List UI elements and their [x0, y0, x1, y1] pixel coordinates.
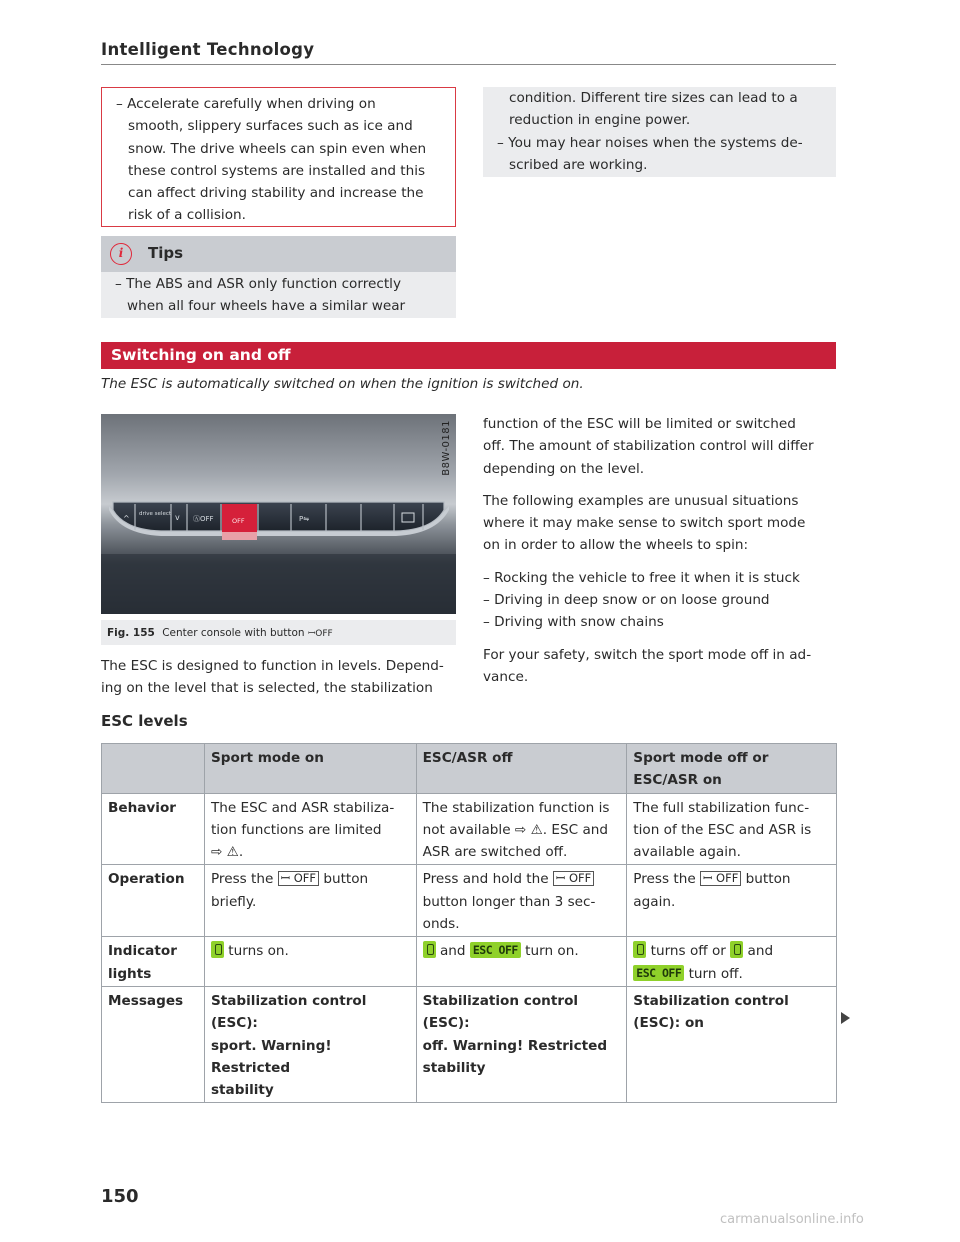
text-line: depending on the level. — [483, 460, 645, 477]
cell-line — [211, 868, 410, 890]
esc-off-key: ꟷ OFF — [278, 871, 319, 886]
table-cell — [416, 986, 627, 1102]
table-cell — [204, 865, 416, 937]
cell-line: not available ⇨ ⚠. ESC and — [422, 821, 609, 838]
cell-line: ASR are switched off. — [422, 844, 568, 861]
cell-line — [633, 940, 830, 962]
center-console-figure — [101, 414, 456, 614]
cell-text: turns off or — [650, 943, 726, 960]
list-item: – Driving with snow chains — [483, 614, 664, 631]
text-line: For your safety, switch the sport mode off in ad- — [483, 646, 812, 663]
warning-line: can affect driving stability and increase the — [128, 185, 424, 202]
cell-line: again. — [633, 893, 676, 910]
cell-line: available again. — [633, 844, 741, 861]
warning-line: smooth, slippery surfaces such as ice and — [128, 118, 413, 135]
table-row — [102, 793, 837, 865]
table-row — [102, 937, 837, 987]
continue-arrow-icon — [841, 1012, 850, 1024]
cell-line — [633, 868, 830, 890]
header-empty — [102, 744, 205, 794]
page-number: 150 — [101, 1186, 139, 1207]
esc-off-indicator-icon: ESC OFF — [470, 942, 521, 958]
warning-line: these control systems are installed and this — [128, 162, 426, 179]
levels-paragraph — [101, 655, 456, 700]
row-label-behavior: Behavior — [102, 793, 205, 865]
cell-line: lights — [108, 965, 152, 982]
chevron-down-icon: v — [175, 513, 180, 522]
table-cell — [204, 793, 416, 865]
cell-line: Stabilization control (ESC): — [210, 992, 367, 1032]
tips-label: Tips — [148, 244, 184, 262]
tips-line: when all four wheels have a similar wear — [127, 298, 406, 315]
cell-text: and — [439, 943, 466, 960]
cell-line: Stabilization control (ESC): — [422, 992, 579, 1032]
cell-line: The full stabilization func- — [633, 799, 810, 816]
cell-line: The stabilization function is — [422, 799, 610, 816]
cell-text: button — [745, 871, 791, 888]
watermark: carmanualsonline.info — [720, 1212, 864, 1227]
esc-indicator-icon — [633, 941, 646, 958]
cell-text: button — [323, 871, 369, 888]
esc-levels-heading: ESC levels — [101, 712, 188, 730]
drive-select-label: drive select — [139, 511, 172, 517]
text-line: The ESC is designed to function in levels. Depend- — [101, 658, 444, 674]
table-row — [102, 986, 837, 1102]
text-line: function of the ESC will be limited or switched — [483, 416, 796, 432]
cell-text: turn on. — [525, 943, 579, 960]
cell-text: Press and hold the — [422, 871, 549, 888]
cell-line: stability — [422, 1059, 486, 1076]
start-stop-off-label: ⒶOFF — [193, 515, 214, 523]
esc-off-label: OFF — [232, 517, 245, 525]
esc-levels-table — [101, 743, 837, 1103]
cell-line: The ESC and ASR stabiliza- — [210, 799, 395, 816]
tips-continued — [483, 87, 836, 177]
table-header-row — [102, 744, 837, 794]
tips-body — [101, 272, 456, 318]
table-cell — [204, 986, 416, 1102]
table-cell — [627, 793, 837, 865]
row-label-messages: Messages — [102, 986, 205, 1102]
cell-line: Indicator — [108, 943, 177, 960]
cell-line: stability — [210, 1082, 274, 1099]
cell-line: Stabilization control — [633, 992, 789, 1009]
cell-text: Press the — [633, 871, 696, 888]
tips-line: reduction in engine power. — [509, 112, 691, 129]
cell-line — [423, 868, 621, 890]
table-cell — [627, 865, 837, 937]
warning-line: risk of a collision. — [128, 207, 246, 224]
header-sport-mode-off — [627, 744, 837, 794]
esc-off-indicator-icon: ESC OFF — [633, 965, 684, 981]
chapter-title: Intelligent Technology — [101, 40, 315, 59]
tips-line: scribed are working. — [509, 156, 648, 173]
header-line: Sport mode off or — [633, 750, 769, 766]
section-heading: Switching on and off — [101, 342, 836, 369]
cell-text: turns on. — [228, 943, 289, 960]
table-cell — [416, 793, 627, 865]
cell-line: (ESC): on — [633, 1015, 704, 1032]
cell-text: Press the — [210, 871, 274, 888]
table-row — [102, 865, 837, 937]
text-line: ing on the level that is selected, the stabilization — [101, 680, 433, 697]
text-line: off. The amount of stabilization control will differ — [483, 438, 814, 455]
warning-line: – Accelerate carefully when driving on — [116, 96, 376, 112]
cell-line: onds. — [422, 916, 460, 933]
esc-off-key: ꟷ OFF — [700, 871, 741, 886]
chevron-up-icon: ^ — [123, 514, 130, 523]
cell-text: and — [747, 943, 774, 960]
text-line: where it may make sense to switch sport mode — [483, 515, 806, 532]
row-label-operation: Operation — [102, 865, 205, 937]
warning-line: snow. The drive wheels can spin even when — [128, 140, 427, 157]
esc-indicator-icon — [730, 941, 743, 958]
figure-caption — [101, 620, 456, 645]
tips-line: – You may hear noises when the systems de- — [497, 134, 803, 151]
tips-header — [101, 236, 456, 272]
table-cell — [627, 937, 837, 987]
cell-line: tion of the ESC and ASR is — [633, 821, 812, 838]
esc-indicator-icon — [423, 941, 436, 958]
warning-box — [101, 87, 456, 227]
table-cell — [416, 937, 627, 987]
list-item: – Driving in deep snow or on loose ground — [483, 592, 770, 609]
text-line: vance. — [483, 668, 529, 685]
esc-off-key: ꟷ OFF — [553, 871, 594, 886]
table-cell — [627, 986, 837, 1102]
text-line: The following examples are unusual situations — [483, 492, 799, 509]
table-cell — [204, 937, 416, 987]
tips-line: condition. Different tire sizes can lead to a — [509, 90, 798, 106]
figure-code: B8W-0181 — [441, 420, 452, 476]
info-icon: i — [110, 243, 132, 265]
cell-text: turn off. — [688, 965, 743, 982]
cell-line: briefly. — [210, 893, 257, 910]
table-cell — [416, 865, 627, 937]
header-line: ESC/ASR on — [633, 772, 722, 789]
right-column — [483, 413, 838, 688]
cell-line: ⇨ ⚠. — [210, 844, 244, 861]
header-sport-mode-on: Sport mode on — [204, 744, 416, 794]
cell-line: sport. Warning! Restricted — [210, 1037, 332, 1076]
tips-line: – The ABS and ASR only function correctly — [115, 276, 401, 292]
esc-off-icon: ꟷOFF — [307, 629, 333, 639]
cell-line: tion functions are limited — [210, 821, 382, 838]
header-divider — [101, 64, 836, 65]
cell-line: off. Warning! Restricted — [422, 1037, 608, 1054]
figure-number: Fig. 155 — [107, 627, 155, 639]
park-assist-label: P⇋ — [299, 515, 310, 523]
cell-line: button longer than 3 sec- — [422, 893, 596, 910]
list-item: – Rocking the vehicle to free it when it is stuck — [483, 569, 800, 586]
header-esc-asr-off: ESC/ASR off — [416, 744, 627, 794]
section-intro: The ESC is automatically switched on when the ignition is switched on. — [101, 376, 584, 392]
row-label-indicator — [102, 937, 205, 987]
center-console-illustration — [101, 414, 456, 614]
cell-line — [633, 963, 830, 985]
text-line: on in order to allow the wheels to spin: — [483, 537, 749, 554]
caption-text: Center console with button — [162, 627, 305, 639]
esc-indicator-icon — [211, 941, 224, 958]
